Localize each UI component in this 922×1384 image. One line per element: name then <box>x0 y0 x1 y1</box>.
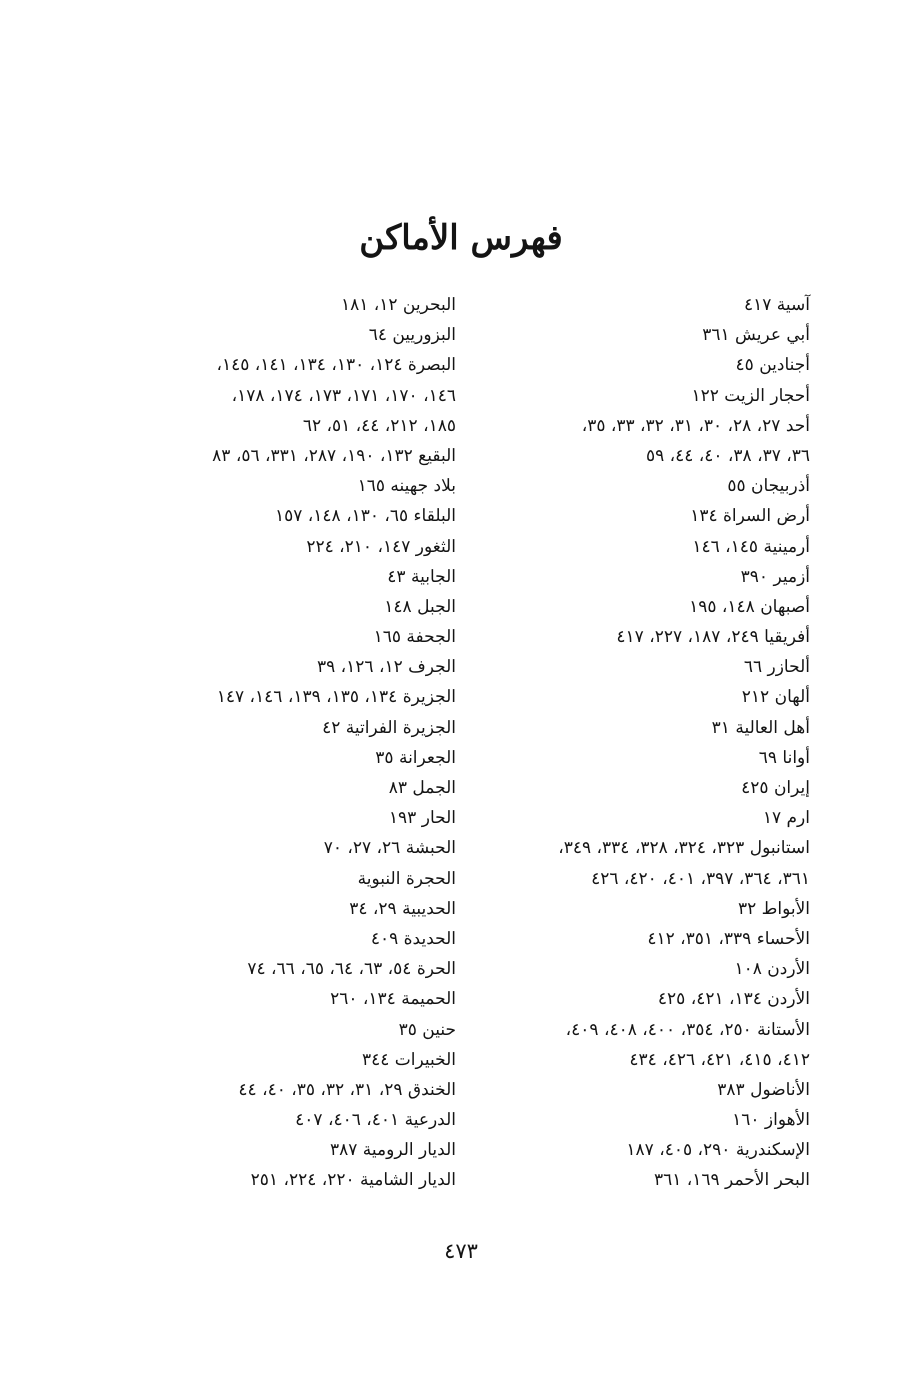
index-entry: البزوريين ٦٤ <box>368 325 456 346</box>
index-entry-continuation: ١٨٥، ٢١٢، ٤٤، ٥١، ٦٢ <box>302 415 456 436</box>
index-entry: الجابية ٤٣ <box>387 566 456 587</box>
index-entry: الحار ١٩٣ <box>388 808 456 829</box>
index-entry: الأهواز ١٦٠ <box>732 1110 810 1131</box>
index-entry: الجرف ١٢، ١٢٦، ٣٩ <box>316 657 456 678</box>
index-entry: الأبواط ٣٢ <box>737 898 810 919</box>
index-entry: أحد ٢٧، ٢٨، ٣٠، ٣١، ٣٢، ٣٣، ٣٥، <box>581 415 810 436</box>
index-entry: الجزيرة الفراتية ٤٢ <box>322 717 456 738</box>
index-entry-continuation: ٣٦١، ٣٦٤، ٣٩٧، ٤٠١، ٤٢٠، ٤٢٦ <box>591 868 810 889</box>
index-entry: الأحساء ٣٣٩، ٣٥١، ٤١٢ <box>647 928 810 949</box>
index-entry: الخندق ٢٩، ٣١، ٣٢، ٣٥، ٤٠، ٤٤ <box>238 1079 456 1100</box>
index-column-right <box>490 290 810 1196</box>
index-entry: الحديبية ٢٩، ٣٤ <box>349 898 456 919</box>
index-entry: أصبهان ١٤٨، ١٩٥ <box>689 596 810 617</box>
index-entry: الجبل ١٤٨ <box>384 596 456 617</box>
index-entry: البلقاء ٦٥، ١٣٠، ١٤٨، ١٥٧ <box>275 506 456 527</box>
index-entry: أبي عريش ٣٦١ <box>702 325 810 346</box>
index-entry: الحميمة ١٣٤، ٢٦٠ <box>330 989 456 1010</box>
index-entry: الأستانة ٢٥٠، ٣٥٤، ٤٠٠، ٤٠٨، ٤٠٩، <box>565 1019 810 1040</box>
index-entry: الديار الرومية ٣٨٧ <box>329 1140 456 1161</box>
index-entry-continuation: ١٤٦، ١٧٠، ١٧١، ١٧٣، ١٧٤، ١٧٨، <box>231 385 456 406</box>
index-entry: أجنادين ٤٥ <box>735 355 810 376</box>
page-number: ٤٧٣ <box>444 1239 478 1263</box>
index-entry: البصرة ١٢٤، ١٣٠، ١٣٤، ١٤١، ١٤٥، <box>216 355 456 376</box>
index-entry: ألحازر ٦٦ <box>743 657 810 678</box>
index-entry: أهل العالية ٣١ <box>711 717 810 738</box>
index-entry: الديار الشامية ٢٢٠، ٢٢٤، ٢٥١ <box>250 1170 456 1191</box>
index-entry: الحبشة ٢٦، ٢٧، ٧٠ <box>323 838 456 859</box>
index-entry: إيران ٤٢٥ <box>741 778 810 798</box>
index-entry: الثغور ١٤٧، ٢١٠، ٢٢٤ <box>306 536 456 557</box>
index-entry: حنين ٣٥ <box>398 1019 456 1040</box>
index-column-left <box>126 290 456 1196</box>
index-entry: آسية ٤١٧ <box>743 295 810 315</box>
index-entry: الإسكندرية ٢٩٠، ٤٠٥، ١٨٧ <box>626 1140 810 1161</box>
index-entry: الأناضول ٣٨٣ <box>717 1079 810 1100</box>
index-entry: الدرعية ٤٠١، ٤٠٦، ٤٠٧ <box>295 1110 456 1131</box>
index-entry-continuation: ٣٦، ٣٧، ٣٨، ٤٠، ٤٤، ٥٩ <box>645 445 810 466</box>
index-entry: الجحفة ١٦٥ <box>373 627 456 648</box>
index-entry: الأردن ١٣٤، ٤٢١، ٤٢٥ <box>657 989 810 1010</box>
index-entry: الحجرة النبوية <box>357 868 456 889</box>
index-entry: البحرين ١٢، ١٨١ <box>340 295 456 315</box>
index-entry: أحجار الزيت ١٢٢ <box>691 385 810 406</box>
index-entry: الجعرانة ٣٥ <box>375 747 456 768</box>
index-entry: استانبول ٣٢٣، ٣٢٤، ٣٢٨، ٣٣٤، ٣٤٩، <box>558 838 810 859</box>
index-entry: الأردن ١٠٨ <box>734 959 810 980</box>
index-entry: البحر الأحمر ١٦٩، ٣٦١ <box>653 1170 810 1191</box>
index-entry: الجزيرة ١٣٤، ١٣٥، ١٣٩، ١٤٦، ١٤٧ <box>216 687 456 708</box>
index-entry: أرمينية ١٤٥، ١٤٦ <box>692 536 810 557</box>
index-entry: أوانا ٦٩ <box>758 747 810 768</box>
index-entry-continuation: ٤١٢، ٤١٥، ٤٢١، ٤٢٦، ٤٣٤ <box>629 1049 810 1070</box>
index-entry: أذربيجان ٥٥ <box>727 476 810 497</box>
index-entry: ارم ١٧ <box>762 808 810 829</box>
index-entry: بلاد جهينه ١٦٥ <box>357 476 456 497</box>
index-entry: البقيع ١٣٢، ١٩٠، ٢٨٧، ٣٣١، ٥٦، ٨٣ <box>212 445 456 466</box>
index-entry: الخبيرات ٣٤٤ <box>361 1049 456 1070</box>
index-entry: الجمل ٨٣ <box>388 778 456 798</box>
index-entry: الحرة ٥٤، ٦٣، ٦٤، ٦٥، ٦٦، ٧٤ <box>247 959 456 980</box>
index-entry: أرض السراة ١٣٤ <box>690 506 810 527</box>
index-entry: ألهان ٢١٢ <box>741 687 810 708</box>
index-entry: أفريقيا ٢٤٩، ١٨٧، ٢٢٧، ٤١٧ <box>616 627 810 648</box>
page-title: فهرس الأماكن <box>359 218 563 258</box>
index-entry: الحديدة ٤٠٩ <box>370 928 456 949</box>
index-entry: أزمير ٣٩٠ <box>740 566 810 587</box>
